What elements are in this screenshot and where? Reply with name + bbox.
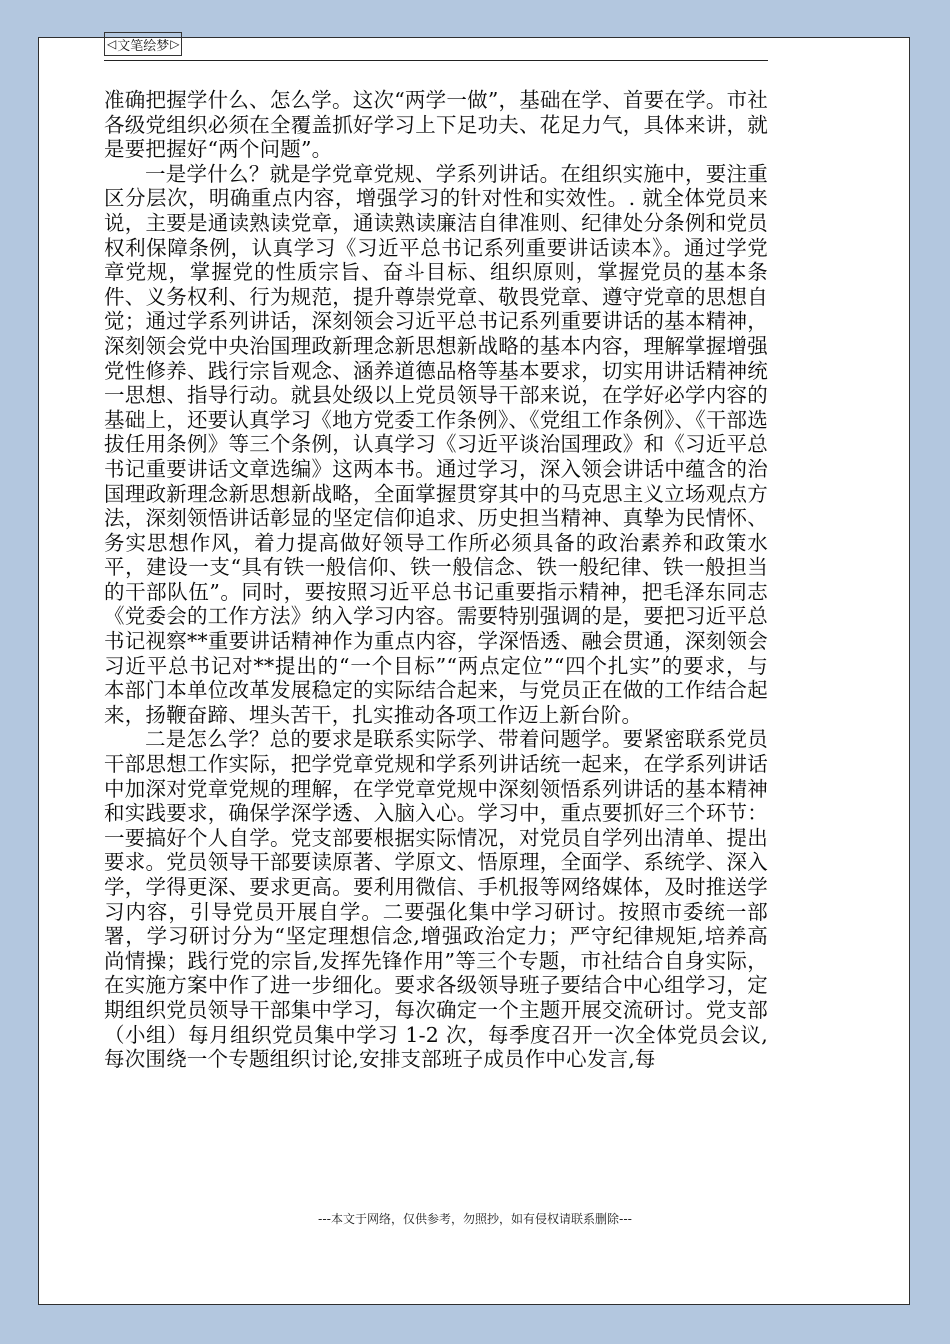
footer-notice: ---本文于网络，仅供参考，勿照抄，如有侵权请联系删除---	[318, 1212, 632, 1226]
document-body	[104, 88, 768, 1072]
paragraph-2: 一是学什么？就是学党章党规、学系列讲话。在组织实施中，要注重区分层次，明确重点内容，增强学习的针对性和实效性。. 就全体党员来说，主要是通读熟读党章，通读熟读廉洁自律准则、纪律处分条例和党员权利保障条例，认真学习《习近平总书记系列重要讲话读本》。通过学党章党规，掌握党的性质宗旨、奋斗目标、组织原则，掌握党员的基本条件、义务权利、行为规范，提升尊崇党章、敬畏党章、遵守党章的思想自觉；通过学系列讲话，深刻领会习近平总书记系列重要讲话的基本精神，深刻领会党中央治国理政新理念新思想新战略的基本内容，理解掌握增强党性修养、践行宗旨观念、涵养道德品格等基本要求，切实用讲话精神统一思想、指导行动。就县处级以上党员领导干部来说，在学好必学内容的基础上，还要认真学习《地方党委工作条例》、《党组工作条例》、《干部选拔任用条例》等三个条例，认真学习《习近平谈治国理政》和《习近平总书记重要讲话文章选编》这两本书。通过学习，深入领会讲话中蕴含的治国理政新理念新思想新战略，全面掌握贯穿其中的马克思主义立场观点方法，深刻领悟讲话彰显的坚定信仰追求、历史担当精神、真挚为民情怀、务实思想作风，着力提高做好领导工作所必须具备的政治素养和政策水平，建设一支“具有铁一般信仰、铁一般信念、铁一般纪律、铁一般担当的干部队伍”。同时，要按照习近平总书记重要指示精神，把毛泽东同志《党委会的工作方法》纳入学习内容。需要特别强调的是，要把习近平总书记视察**重要讲话精神作为重点内容，学深悟透、融会贯通，深刻领会习近平总书记对**提出的“一个目标”“两点定位”“四个扎实”的要求，与本部门本单位改革发展稳定的实际结合起来，与党员正在做的工作结合起来，扬鞭奋蹄、埋头苦干，扎实推动各项工作迈上新台阶。	[104, 161, 768, 727]
triangle-right-icon: ▷	[170, 37, 180, 51]
paragraph-1: 准确把握学什么、怎么学。这次“两学一做”，基础在学、首要在学。市社各级党组织必须在全覆盖抓好学习上下足功夫、花足力气，具体来讲，就是要把握好“两个问题”。	[104, 88, 768, 162]
header-divider	[104, 60, 768, 61]
header-logo	[104, 32, 182, 56]
logo-text: 文笔绘梦	[117, 38, 170, 54]
triangle-left-icon: ◁	[107, 37, 117, 51]
paragraph-3: 二是怎么学？总的要求是联系实际学、带着问题学。要紧密联系党员干部思想工作实际，把学党章党规和学系列讲话统一起来，在学系列讲话中加深对党章党规的理解，在学党章党规中深刻领悟系列讲话的基本精神和实践要求，确保学深学透、入脑入心。学习中，重点要抓好三个环节：一要搞好个人自学。党支部要根据实际情况，对党员自学列出清单、提出要求。党员领导干部要读原著、学原文、悟原理，全面学、系统学、深入学，学得更深、要求更高。要利用微信、手机报等网络媒体，及时推送学习内容，引导党员开展自学。二要强化集中学习研讨。按照市委统一部署，学习研讨分为“坚定理想信念,增强政治定力；严守纪律规矩,培养高尚情操；践行党的宗旨,发挥先锋作用”等三个专题，市社结合自身实际，在实施方案中作了进一步细化。要求各级领导班子要结合中心组学习，定期组织党员领导干部集中学习，每次确定一个主题开展交流研讨。党支部（小组）每月组织党员集中学习 1-2 次，每季度召开一次全体党员会议,每次围绕一个专题组织讨论,安排支部班子成员作中心发言,每	[104, 727, 768, 1072]
